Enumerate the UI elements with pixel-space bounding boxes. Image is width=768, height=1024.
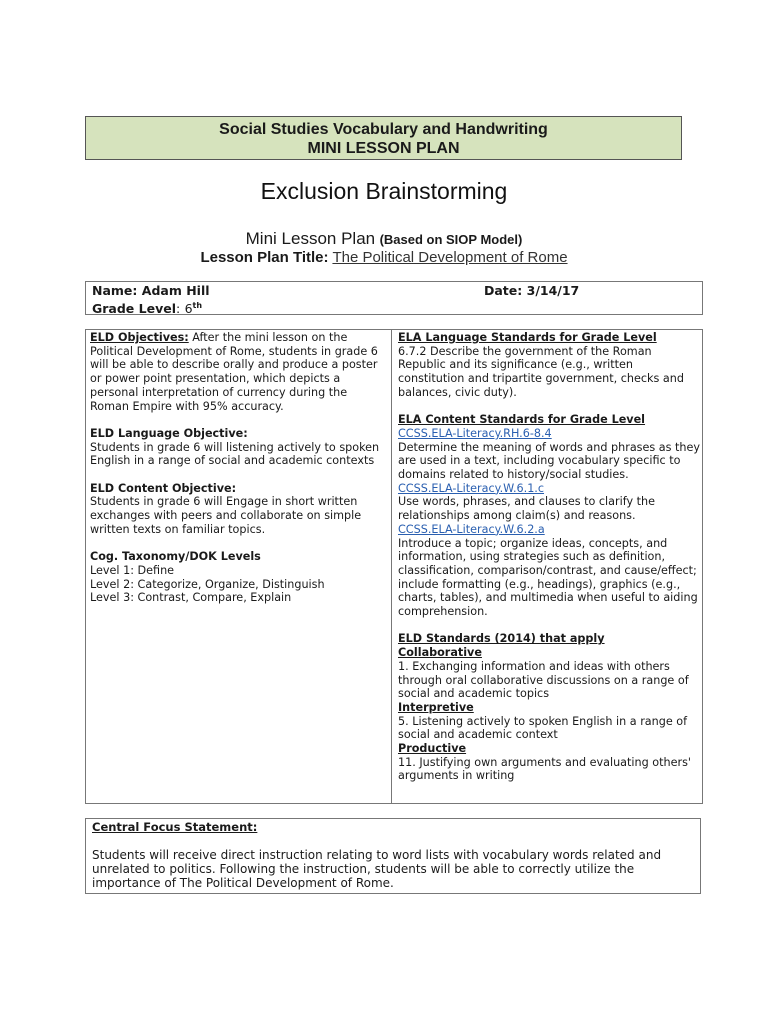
subtitle xyxy=(0,229,768,249)
standards-column xyxy=(398,331,700,783)
name-value: Adam Hill xyxy=(141,283,210,298)
objectives-standards-table xyxy=(85,329,703,804)
central-focus-box xyxy=(85,818,701,894)
header-line-2: MINI LESSON PLAN xyxy=(307,140,460,157)
name-label: Name: xyxy=(92,283,138,298)
interpretive-label: Interpretive xyxy=(398,700,474,714)
dok-level-item: Level 2: Categorize, Organize, Distinguish xyxy=(90,577,325,591)
central-focus-label: Central Focus Statement: xyxy=(92,820,258,834)
interpretive-text: 5. Listening actively to spoken English in a range of social and academic context xyxy=(398,714,688,742)
language-standards-label: ELA Language Standards for Grade Level xyxy=(398,331,657,344)
collaborative-label: Collaborative xyxy=(398,646,482,660)
central-focus-text: Students will receive direct instruction relating to word lists with vocabulary words related and unrelated to politics. Following the instruction, students will be able to correctly utilize the importance of The Political Development of Rome. xyxy=(92,848,662,890)
eld-standards-label: ELD Standards (2014) that apply xyxy=(398,632,605,646)
grade-suffix: th xyxy=(192,301,203,310)
content-objective-label: ELD Content Objective: xyxy=(90,481,237,495)
subtitle-main: Mini Lesson Plan xyxy=(245,229,376,248)
language-objective-label: ELD Language Objective: xyxy=(90,426,248,440)
standard-text-w-6-1-c: Use words, phrases, and clauses to clarify the relationships among claim(s) and reasons. xyxy=(398,495,655,523)
dok-level-item: Level 1: Define xyxy=(90,563,175,577)
page-title: Exclusion Brainstorming xyxy=(260,178,508,204)
date-value: 3/14/17 xyxy=(526,283,580,298)
subtitle-note: (Based on SIOP Model) xyxy=(379,232,523,247)
standard-link-w-6-2-a[interactable]: CCSS.ELA-Literacy.W.6.2.a xyxy=(398,522,545,536)
dok-level-item: Level 3: Contrast, Compare, Explain xyxy=(90,591,292,605)
productive-text: 11. Justifying own arguments and evaluating others' arguments in writing xyxy=(398,755,691,783)
plan-title-label: Lesson Plan Title: xyxy=(200,249,329,266)
objectives-column xyxy=(90,331,386,605)
grade-value: 6 xyxy=(184,301,193,317)
dok-levels-label: Cog. Taxonomy/DOK Levels xyxy=(90,550,261,564)
column-divider xyxy=(391,330,392,803)
eld-objectives-text: After the mini lesson on the Political Development of Rome, students in grade 6 will be able to describe orally and produce a poster or power point presentation, which depicts a personal interpretation of currency during the Roman Empire with 95% accuracy. xyxy=(90,331,378,413)
lesson-plan-title xyxy=(0,249,768,266)
grade-colon: : xyxy=(176,301,181,317)
content-objective-text: Students in grade 6 will Engage in short written exchanges with peers and collaborate on simple written texts on familiar topics. xyxy=(90,495,362,536)
date-field xyxy=(484,283,579,298)
grade-label: Grade Level xyxy=(92,301,176,317)
language-standards-text: 6.7.2 Describe the government of the Roman Republic and its significance (e.g., written constitution and tripartite government, checks and balances, civic duty). xyxy=(398,344,684,399)
standard-text-w-6-2-a: Introduce a topic; organize ideas, concepts, and information, using strategies such as definition, classification, comparison/contrast, and cause/effect; include formatting (e.g., headings), graphics (e.g., charts, tables), and multimedia when useful to aiding comprehension. xyxy=(398,536,698,619)
date-label: Date: xyxy=(484,283,523,298)
standard-text-rh-6-8-4: Determine the meaning of words and phrases as they are used in a text, including vocabulary specific to domains related to history/social studies. xyxy=(398,440,700,482)
grade-line xyxy=(92,298,696,316)
header-line-1: Social Studies Vocabulary and Handwriting xyxy=(219,121,548,138)
teacher-info-box xyxy=(85,281,703,315)
eld-objectives xyxy=(90,331,386,413)
collaborative-text: 1. Exchanging information and ideas with others through oral collaborative discussions on a range of social and academic topics xyxy=(398,659,689,701)
productive-label: Productive xyxy=(398,742,467,756)
eld-objectives-label: ELD Objectives: xyxy=(90,331,189,344)
content-standards-label: ELA Content Standards for Grade Level xyxy=(398,413,646,427)
language-objective-text: Students in grade 6 will listening actively to spoken English in a range of social and academic contexts xyxy=(90,440,380,468)
standard-link-w-6-1-c[interactable]: CCSS.ELA-Literacy.W.6.1.c xyxy=(398,481,545,495)
plan-title-value: The Political Development of Rome xyxy=(332,249,568,266)
header-banner xyxy=(85,116,682,160)
name-line xyxy=(92,283,696,298)
standard-link-rh-6-8-4[interactable]: CCSS.ELA-Literacy.RH.6-8.4 xyxy=(398,426,552,440)
